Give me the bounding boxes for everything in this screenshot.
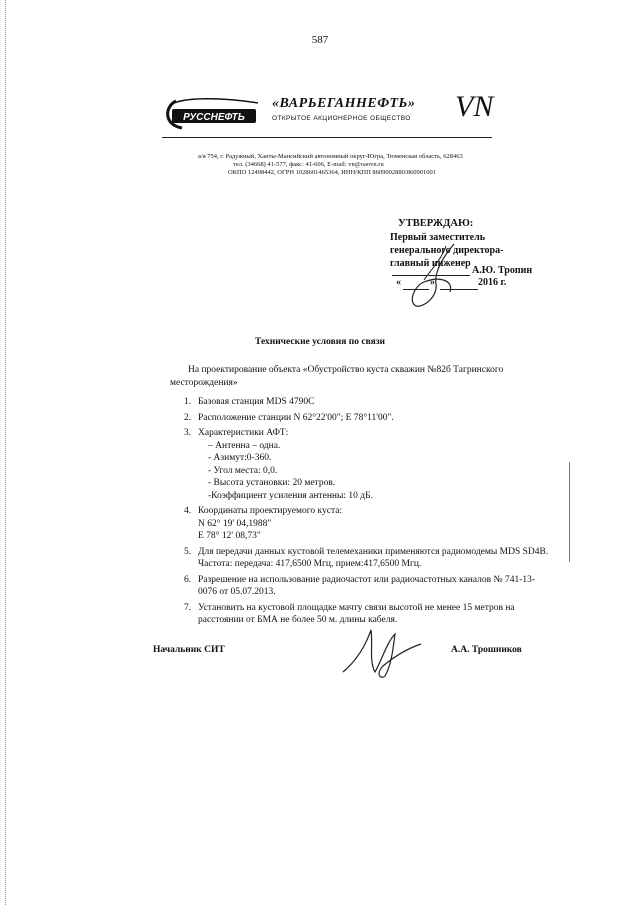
signatory-name: А.А. Трошников	[451, 645, 522, 655]
approval-line-3: главный инженер	[390, 258, 471, 269]
item-number: 3.	[184, 428, 192, 438]
item-text: Характеристики АФТ:	[198, 428, 289, 438]
item-number: 1.	[184, 397, 192, 407]
item-coordinate: N 62° 19' 04,1988"	[198, 518, 272, 529]
item-text: Расположение станции N 62°22'00"; E 78°11'00".	[198, 412, 394, 423]
item-text: Координаты проектируемого куста:	[198, 506, 343, 516]
page-number: 587	[311, 34, 329, 46]
item-coordinate: E 78° 12' 08,73"	[198, 531, 261, 541]
approval-year: 2016 г.	[478, 277, 507, 288]
list-item	[170, 412, 550, 425]
scan-edge-line	[5, 0, 6, 905]
russneft-logo	[162, 95, 262, 131]
document-title: Технические условия по связи	[254, 337, 386, 347]
signatory-position: Начальник СИТ	[153, 645, 225, 655]
item-subline: - Угол места: 0,0.	[208, 465, 278, 476]
list-item	[170, 427, 550, 502]
item-text: Базовая станция MDS 4790C	[198, 397, 315, 407]
approval-line-1: Первый заместитель	[390, 232, 485, 243]
address-line-3: ОКПО 12498442, ОГРН 1028601465364, ИНН/КПП 8609002880/860901001	[228, 169, 436, 176]
date-quote-close: »	[430, 277, 435, 288]
item-number: 5.	[184, 546, 192, 557]
company-subtitle: ОТКРЫТОЕ АКЦИОНЕРНОЕ ОБЩЕСТВО	[272, 115, 411, 122]
list-item	[170, 574, 550, 599]
approval-signature	[394, 236, 494, 316]
header-rule	[162, 137, 492, 138]
item-number: 7.	[184, 602, 192, 613]
item-number: 6.	[184, 574, 192, 585]
date-quote-open: «	[396, 277, 401, 288]
conditions-list	[170, 396, 550, 630]
item-text: Разрешение на использование радиочастот или радиочастотных каналов № 741-13-0076 от 05.07.2013.	[198, 574, 536, 597]
item-text: Установить на кустовой площадке мачту связи высотой не менее 15 метров на расстоянии от БМА не более 50 м. длины кабеля.	[198, 602, 515, 625]
address-line-1: а/я 754, г. Радужный, Ханты-Мансийский автономный округ-Югра, Тюменская область, 628463	[198, 153, 463, 160]
item-number: 4.	[184, 506, 192, 516]
item-subline: - Азимут:0-360.	[208, 453, 272, 463]
approval-line-2: генерального директора-	[390, 245, 504, 256]
item-text: Для передачи данных кустовой телемеханики применяются радиомодемы MDS SD4B. Частота: передача: 417,6500 Мгц, прием:417,6500 Мгц.	[198, 546, 549, 569]
item-subline: - Высота установки: 20 метров.	[208, 478, 336, 488]
item-number: 2.	[184, 412, 192, 423]
list-item	[170, 396, 550, 409]
footer-signature	[335, 622, 425, 680]
scan-mark	[569, 462, 570, 562]
vn-mark: VN	[455, 90, 494, 123]
list-item	[170, 546, 550, 571]
address-line-2: тел. (34668) 41-577, факс: 41-606, E-mail: vn@oaovn.ru	[233, 161, 384, 168]
company-name: «ВАРЬЕГАННЕФТЬ»	[272, 96, 416, 111]
approval-signer: А.Ю. Тропин	[472, 265, 533, 276]
approval-heading: УТВЕРЖДАЮ:	[398, 218, 474, 229]
list-item	[170, 505, 550, 543]
item-subline: – Антенна – одна.	[208, 440, 281, 451]
document-intro: На проектирование объекта «Обустройство куста скважин №82б Тагринского месторождения»	[170, 365, 504, 388]
logo-text: РУССНЕФТЬ	[183, 112, 245, 123]
item-subline: -Коэффициент усиления антенны: 10 дБ.	[208, 490, 373, 501]
